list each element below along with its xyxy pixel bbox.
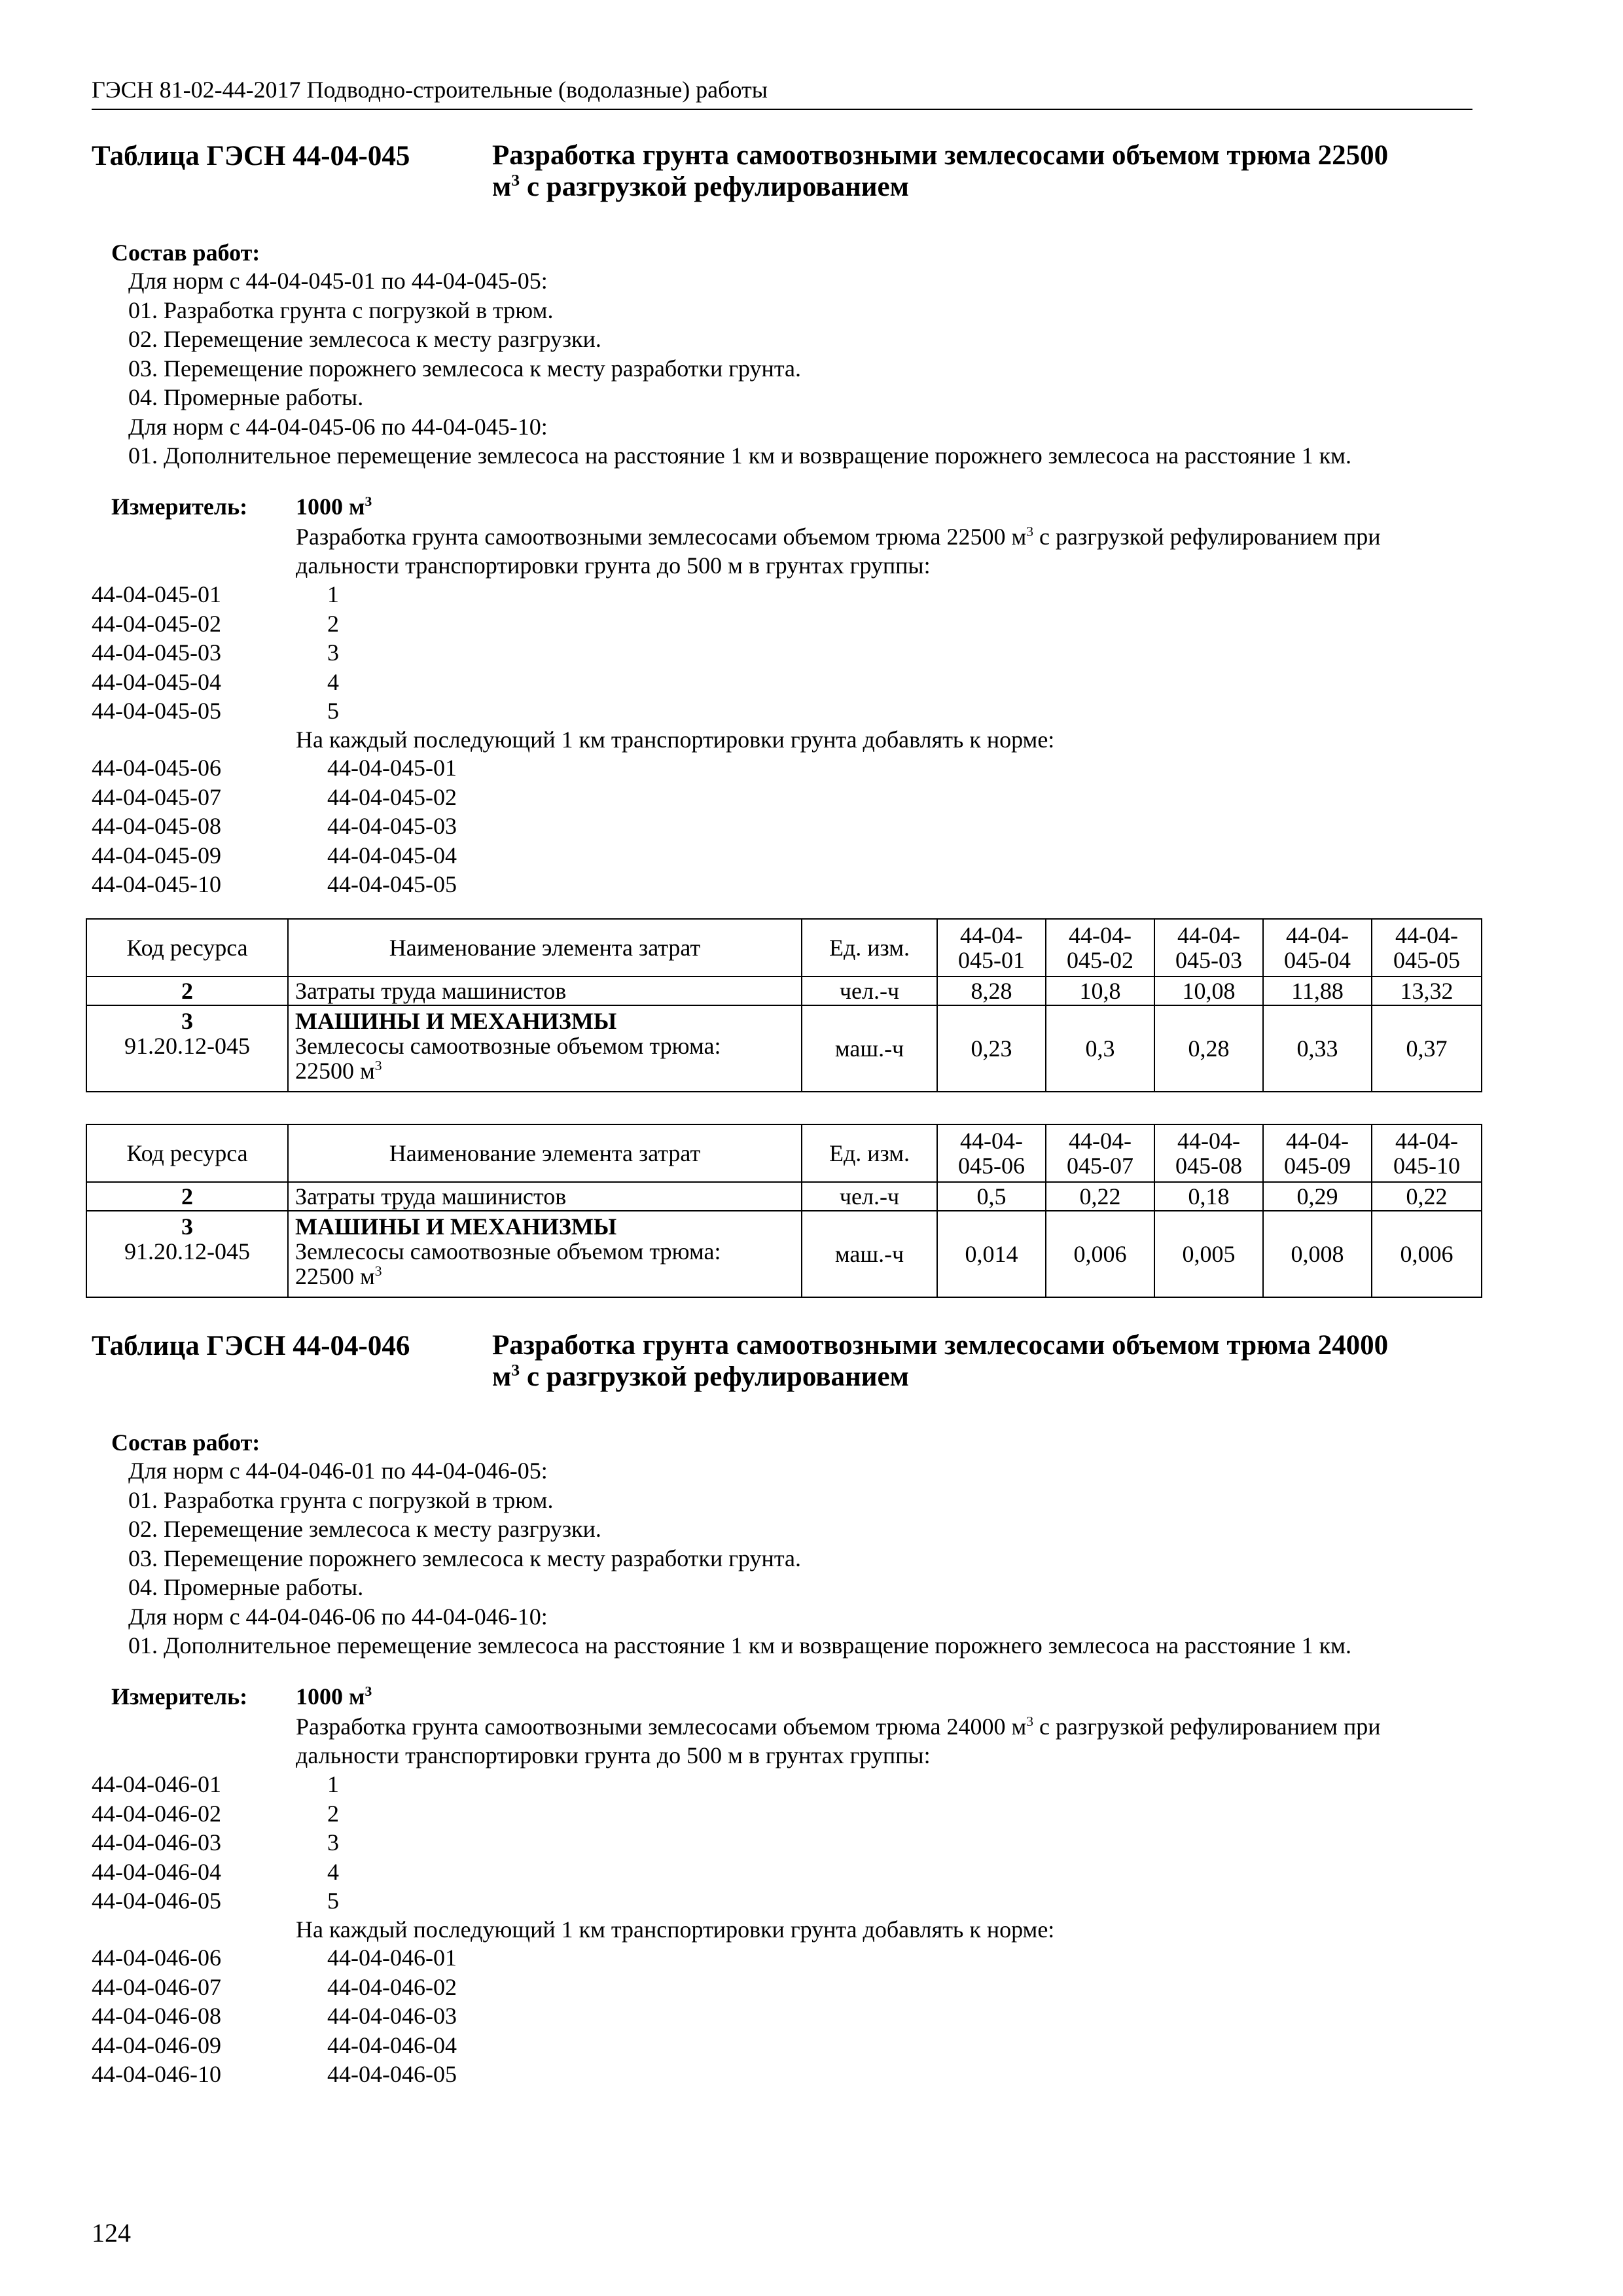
- header-norm: 44-04- 045-08: [1154, 1124, 1263, 1182]
- work-heading: Состав работ:: [111, 240, 260, 266]
- addition-ref: 44-04-045-05: [327, 871, 457, 897]
- labor-unit: чел.-ч: [802, 977, 937, 1005]
- title-line-1: Разработка грунта самоотвозными землесосами объемом трюма 24000: [492, 1330, 1389, 1361]
- section-code: 3: [181, 1213, 193, 1240]
- group-values: [327, 580, 339, 726]
- group-number: 4: [327, 668, 339, 695]
- group-number: 1: [327, 581, 339, 607]
- machine-value: 0,008: [1263, 1211, 1372, 1297]
- labor-name: Затраты труда машинистов: [288, 1182, 802, 1211]
- desc-part2: с разгрузкой рефулированием при: [1033, 524, 1381, 550]
- work-line: 01. Разработка грунта с погрузкой в трюм.: [128, 296, 554, 323]
- machine-name-cell: [288, 1005, 802, 1092]
- desc-sup: 3: [1026, 1713, 1034, 1729]
- labor-value: 0,5: [937, 1182, 1046, 1211]
- work-line: 03. Перемещение порожнего землесоса к месту разработки грунта.: [128, 355, 801, 382]
- section-code: 3: [181, 1008, 193, 1034]
- work-line: 04. Промерные работы.: [128, 384, 364, 410]
- addition-text: На каждый последующий 1 км транспортировки грунта добавлять к норме:: [296, 726, 1055, 753]
- page-number: 124: [92, 2218, 131, 2248]
- title-line-1: Разработка грунта самоотвозными землесосами объемом трюма 22500: [492, 140, 1389, 171]
- header-norm: 44-04- 045-02: [1046, 919, 1154, 977]
- norm-code: 44-04-045-08: [92, 813, 221, 839]
- norm-code: 44-04-045-03: [92, 639, 221, 666]
- title-rest: с разгрузкой рефулированием: [520, 171, 909, 202]
- machine-unit: маш.-ч: [802, 1005, 937, 1092]
- machine-name-line2: 22500 $м^3$: [295, 1263, 382, 1289]
- header-norm: 44-04- 045-01: [937, 919, 1046, 977]
- header-norm: 44-04- 045-10: [1372, 1124, 1482, 1182]
- header-unit: Ед. изм.: [802, 1124, 937, 1182]
- section-title-045: [492, 140, 1474, 203]
- work-line: 03. Перемещение порожнего землесоса к месту разработки грунта.: [128, 1545, 801, 1571]
- group-number: 3: [327, 1829, 339, 1856]
- work-line: 01. Разработка грунта с погрузкой в трюм.: [128, 1486, 554, 1513]
- addition-ref: 44-04-045-01: [327, 755, 457, 781]
- header-norm: 44-04- 045-03: [1154, 919, 1263, 977]
- table-row: [86, 1005, 1482, 1092]
- norm-code: 44-04-045-10: [92, 871, 221, 897]
- work-line: 01. Дополнительное перемещение землесоса на расстояние 1 км и возвращение порожнего землесоса на расстояние 1 км.: [128, 1632, 1351, 1659]
- norm-code: 44-04-046-10: [92, 2061, 221, 2087]
- header-norm: 44-04- 045-09: [1263, 1124, 1372, 1182]
- header-name: Наименование элемента затрат: [288, 1124, 802, 1182]
- meter-value-text: 1000 м: [296, 493, 365, 520]
- machine-value: 0,37: [1372, 1005, 1482, 1092]
- desc-sup: 3: [1026, 524, 1034, 539]
- section-title-046: [492, 1330, 1474, 1393]
- norm-description-line2: дальности транспортировки грунта до 500 м в грунтах группы:: [296, 1742, 931, 1768]
- group-number: 1: [327, 1771, 339, 1797]
- addition-values: [327, 753, 457, 899]
- desc-part2: с разгрузкой рефулированием при: [1033, 1713, 1381, 1740]
- work-line: 01. Дополнительное перемещение землесоса на расстояние 1 км и возвращение порожнего землесоса на расстояние 1 км.: [128, 442, 1351, 469]
- table-row: [86, 1211, 1482, 1297]
- section-code-045: Таблица ГЭСН 44-04-045: [92, 141, 410, 171]
- norm-code: 44-04-046-07: [92, 1973, 221, 2000]
- work-line: Для норм с 44-04-046-01 по 44-04-046-05:: [128, 1458, 548, 1484]
- addition-ref: 44-04-046-03: [327, 2003, 457, 2029]
- labor-unit: чел.-ч: [802, 1182, 937, 1211]
- section-name: МАШИНЫ И МЕХАНИЗМЫ: [295, 1008, 617, 1034]
- machine-code-cell: [86, 1005, 288, 1092]
- labor-code: 2: [86, 1182, 288, 1211]
- norm-code: 44-04-046-06: [92, 1945, 221, 1971]
- machine-name: Землесосы самоотвозные объемом трюма:: [295, 1238, 721, 1265]
- addition-values: [327, 1943, 457, 2089]
- resource-table: [86, 1124, 1482, 1298]
- labor-code: 2: [86, 977, 288, 1005]
- meter-label: Измеритель:: [111, 1683, 248, 1710]
- table-row: [86, 1182, 1482, 1211]
- norm-code: 44-04-046-03: [92, 1829, 221, 1856]
- work-list: [128, 1456, 1351, 1660]
- labor-value: 0,22: [1046, 1182, 1154, 1211]
- machine-value: 0,33: [1263, 1005, 1372, 1092]
- meter-value: [296, 492, 372, 521]
- norm-code: 44-04-046-08: [92, 2003, 221, 2029]
- addition-ref: 44-04-046-04: [327, 2032, 457, 2058]
- header-code: Код ресурса: [86, 919, 288, 977]
- labor-value: 0,18: [1154, 1182, 1263, 1211]
- norm-code: 44-04-046-01: [92, 1771, 221, 1797]
- desc-part1: Разработка грунта самоотвозными землесосами объемом трюма 22500 м: [296, 524, 1027, 550]
- header-norm: 44-04- 045-05: [1372, 919, 1482, 977]
- machine-name-line2: 22500 $м^3$: [295, 1058, 382, 1084]
- meter-sup: 3: [365, 493, 372, 509]
- header-divider: [92, 109, 1472, 110]
- group-number: 5: [327, 1888, 339, 1914]
- labor-value: 10,8: [1046, 977, 1154, 1005]
- title-line-2: [492, 171, 1474, 203]
- norm-code: 44-04-045-05: [92, 698, 221, 724]
- machine-code: 91.20.12-045: [124, 1033, 250, 1059]
- work-heading: Состав работ:: [111, 1429, 260, 1456]
- norm-code: 44-04-045-07: [92, 783, 221, 810]
- work-list: [128, 266, 1351, 471]
- header-norm: 44-04- 045-04: [1263, 919, 1372, 977]
- meter-value: [296, 1682, 372, 1711]
- addition-ref: 44-04-046-05: [327, 2061, 457, 2087]
- addition-ref: 44-04-046-01: [327, 1945, 457, 1971]
- table-row: [86, 977, 1482, 1005]
- section-code-046: Таблица ГЭСН 44-04-046: [92, 1331, 410, 1361]
- addition-ref: 44-04-045-02: [327, 783, 457, 810]
- group-codes: [92, 1770, 221, 1916]
- meter-value-text: 1000 м: [296, 1683, 365, 1710]
- addition-ref: 44-04-046-02: [327, 1973, 457, 2000]
- machine-code: 91.20.12-045: [124, 1238, 250, 1265]
- norm-description: [296, 1712, 1380, 1741]
- title-line-2: [492, 1361, 1474, 1393]
- labor-value: 0,29: [1263, 1182, 1372, 1211]
- title-unit: м: [492, 171, 512, 202]
- work-line: 02. Перемещение землесоса к месту разгрузки.: [128, 326, 601, 352]
- labor-name: Затраты труда машинистов: [288, 977, 802, 1005]
- group-codes: [92, 580, 221, 726]
- norm-code: 44-04-046-04: [92, 1858, 221, 1885]
- machine-value: 0,005: [1154, 1211, 1263, 1297]
- section-name: МАШИНЫ И МЕХАНИЗМЫ: [295, 1213, 617, 1240]
- norm-code: 44-04-045-06: [92, 755, 221, 781]
- group-values: [327, 1770, 339, 1916]
- resource-table: [86, 918, 1482, 1092]
- group-number: 3: [327, 639, 339, 666]
- header-norm: 44-04- 045-06: [937, 1124, 1046, 1182]
- addition-codes: [92, 1943, 221, 2089]
- table-header-row: [86, 919, 1482, 977]
- machine-value: 0,006: [1372, 1211, 1482, 1297]
- title-rest: с разгрузкой рефулированием: [520, 1361, 909, 1392]
- norm-description-line2: дальности транспортировки грунта до 500 м в грунтах группы:: [296, 552, 931, 579]
- group-number: 2: [327, 610, 339, 637]
- meter-sup: 3: [365, 1683, 372, 1699]
- labor-value: 10,08: [1154, 977, 1263, 1005]
- norm-code: 44-04-046-02: [92, 1800, 221, 1827]
- norm-code: 44-04-045-09: [92, 842, 221, 869]
- work-line: 04. Промерные работы.: [128, 1574, 364, 1600]
- addition-text: На каждый последующий 1 км транспортировки грунта добавлять к норме:: [296, 1916, 1055, 1943]
- header-norm: 44-04- 045-07: [1046, 1124, 1154, 1182]
- addition-ref: 44-04-045-04: [327, 842, 457, 869]
- norm-code: 44-04-045-04: [92, 668, 221, 695]
- machine-value: 0,23: [937, 1005, 1046, 1092]
- machine-unit: маш.-ч: [802, 1211, 937, 1297]
- machine-name: Землесосы самоотвозные объемом трюма:: [295, 1033, 721, 1059]
- document-header: ГЭСН 81-02-44-2017 Подводно-строительные (водолазные) работы: [92, 77, 768, 103]
- title-unit-sup: 3: [511, 1360, 520, 1380]
- labor-value: 11,88: [1263, 977, 1372, 1005]
- work-line: Для норм с 44-04-045-01 по 44-04-045-05:: [128, 268, 548, 294]
- group-number: 4: [327, 1858, 339, 1885]
- norm-description: [296, 522, 1380, 551]
- header-name: Наименование элемента затрат: [288, 919, 802, 977]
- header-unit: Ед. изм.: [802, 919, 937, 977]
- title-unit: м: [492, 1361, 512, 1392]
- desc-part1: Разработка грунта самоотвозными землесосами объемом трюма 24000 м: [296, 1713, 1027, 1740]
- group-number: 5: [327, 698, 339, 724]
- norm-code: 44-04-046-05: [92, 1888, 221, 1914]
- addition-codes: [92, 753, 221, 899]
- machine-value: 0,006: [1046, 1211, 1154, 1297]
- table-header-row: [86, 1124, 1482, 1182]
- group-number: 2: [327, 1800, 339, 1827]
- norm-code: 44-04-045-02: [92, 610, 221, 637]
- labor-value: 13,32: [1372, 977, 1482, 1005]
- norm-code: 44-04-046-09: [92, 2032, 221, 2058]
- machine-value: 0,28: [1154, 1005, 1263, 1092]
- meter-label: Измеритель:: [111, 493, 248, 520]
- labor-value: 0,22: [1372, 1182, 1482, 1211]
- work-line: Для норм с 44-04-045-06 по 44-04-045-10:: [128, 413, 548, 440]
- work-line: 02. Перемещение землесоса к месту разгрузки.: [128, 1516, 601, 1542]
- title-unit-sup: 3: [511, 170, 520, 190]
- machine-value: 0,014: [937, 1211, 1046, 1297]
- labor-value: 8,28: [937, 977, 1046, 1005]
- work-line: Для норм с 44-04-046-06 по 44-04-046-10:: [128, 1603, 548, 1630]
- machine-name-cell: [288, 1211, 802, 1297]
- addition-ref: 44-04-045-03: [327, 813, 457, 839]
- header-code: Код ресурса: [86, 1124, 288, 1182]
- machine-code-cell: [86, 1211, 288, 1297]
- norm-code: 44-04-045-01: [92, 581, 221, 607]
- machine-value: 0,3: [1046, 1005, 1154, 1092]
